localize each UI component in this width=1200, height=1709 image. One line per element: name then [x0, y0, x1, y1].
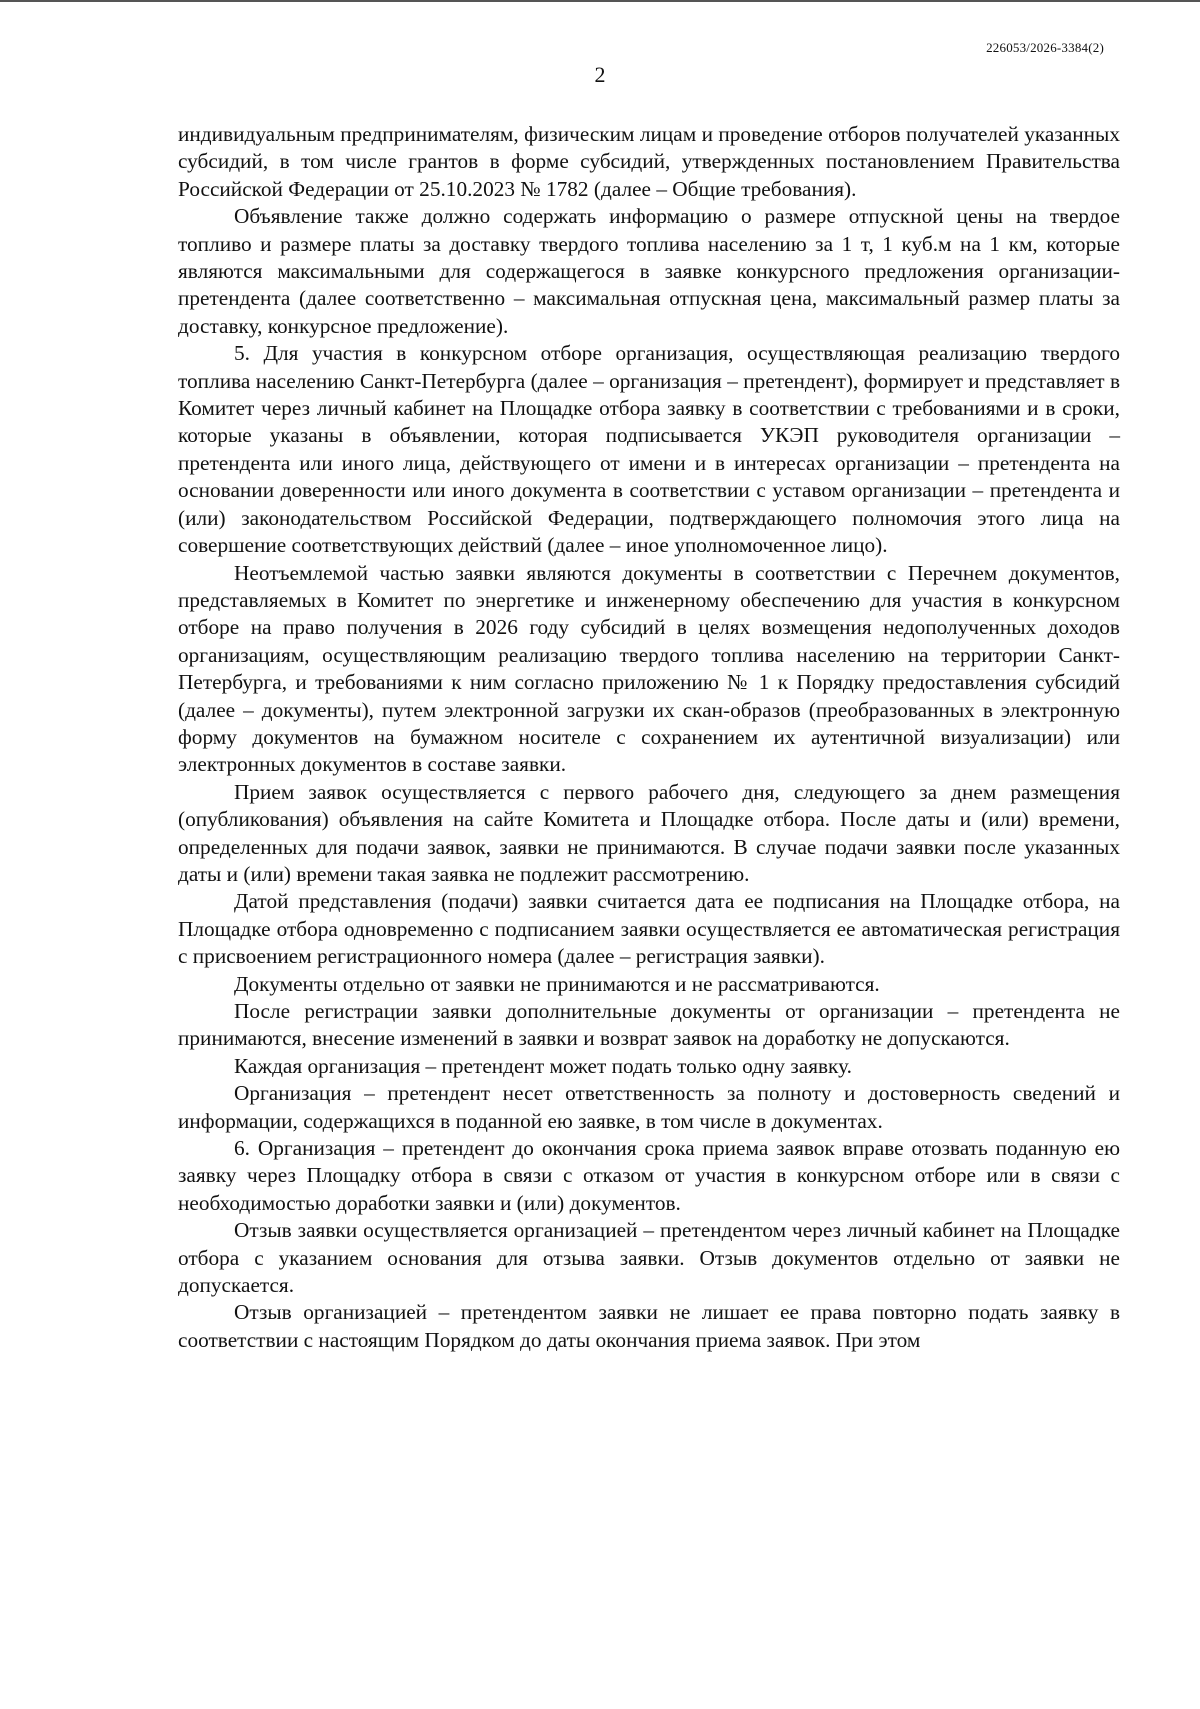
paragraph-documents-list: Неотъемлемой частью заявки являются документы в соответствии с Перечнем документов, представляемых в Комитет по энергетике и инженерному обеспечению для участия в конкурсном отборе на право получения в 2026 году субсидий в целях возмещения недополученных доходов организациям, осуществляющим реализацию твердого топлива населению на территории Санкт-Петербурга, и требованиями к ним согласно приложению № 1 к Порядку предоставления субсидий (далее – документы), путем электронной загрузки их скан-образов (преобразованных в электронную форму документов на бумажном носителе с сохранением их аутентичной визуализации) или электронных документов в составе заявки. [178, 560, 1120, 777]
paragraph-item-5: 5. Для участия в конкурсном отборе организация, осуществляющая реализацию твердого топлива населению Санкт-Петербурга (далее – организация – претендент), формирует и представляет в Комитет через личный кабинет на Площадке отбора заявку в соответствии с требованиями и в сроки, которые указаны в объявлении, которая подписывается УКЭП руководителя организации – претендента или иного лица, действующего от имени и в интересах организации – претендента на основании доверенности или иного документа в соответствии с уставом организации – претендента и (или) законодательством Российской Федерации, подтверждающего полномочия этого лица на совершение соответствующих действий (далее – иное уполномоченное лицо). [178, 341, 1120, 558]
paragraph-documents-separately: Документы отдельно от заявки не принимаются и не рассматриваются. [234, 971, 880, 996]
paragraph-withdrawal: Отзыв заявки осуществляется организацией – претендентом через личный кабинет на Площадке отбора с указанием основания для отзыва заявки. Отзыв документов отдельно от заявки не допускается. [178, 1218, 1120, 1298]
paragraph-item-6: 6. Организация – претендент до окончания срока приема заявок вправе отозвать поданную ею заявку через Площадку отбора в связи с отказом от участия в конкурсном отборе или в связи с необходимостью доработки заявки и (или) документов. [178, 1136, 1120, 1215]
paragraph-submission-date: Датой представления (подачи) заявки считается дата ее подписания на Площадке отбора, на Площадке отбора одновременно с подписанием заявки осуществляется ее автоматическая регистрация с присвоением регистрационного номера (далее – регистрация заявки). [178, 889, 1120, 969]
document-body [178, 121, 1120, 1354]
paragraph-continuation: индивидуальным предпринимателям, физическим лицам и проведение отборов получателей указанных субсидий, в том числе грантов в форме субсидий, утвержденных постановлением Правительства Российской Федерации от 25.10.2023 № 1782 (далее – Общие требования). [178, 122, 1120, 201]
paragraph-one-application: Каждая организация – претендент может подать только одну заявку. [234, 1053, 852, 1078]
document-registration-number: 226053/2026-3384(2) [986, 40, 1104, 55]
paragraph-resubmission: Отзыв организацией – претендентом заявки не лишает ее права повторно подать заявку в соответствии с настоящим Порядком до даты окончания приема заявок. При этом [178, 1300, 1120, 1352]
paragraph-announcement-prices: Объявление также должно содержать информацию о размере отпускной цены на твердое топливо и размере платы за доставку твердого топлива населению за 1 т, 1 куб.м на 1 км, которые являются максимальными для содержащегося в заявке конкурсного предложения организации-претендента (далее соответственно – максимальная отпускная цена, максимальный размер платы за доставку, конкурсное предложение). [178, 204, 1120, 338]
paragraph-application-acceptance: Прием заявок осуществляется с первого рабочего дня, следующего за днем размещения (опубликования) объявления на сайте Комитета и Площадке отбора. После даты и (или) времени, определенных для подачи заявок, заявки не принимаются. В случае подачи заявки после указанных даты и (или) времени такая заявка не подлежит рассмотрению. [178, 779, 1120, 886]
paragraph-after-registration: После регистрации заявки дополнительные документы от организации – претендента не принимаются, внесение изменений в заявки и возврат заявок на доработку не допускаются. [178, 999, 1120, 1051]
page-number: 2 [594, 62, 606, 87]
paragraph-responsibility: Организация – претендент несет ответственность за полноту и достоверность сведений и информации, содержащихся в поданной ею заявке, в том числе в документах. [178, 1081, 1120, 1133]
scan-top-border [0, 0, 1200, 2]
